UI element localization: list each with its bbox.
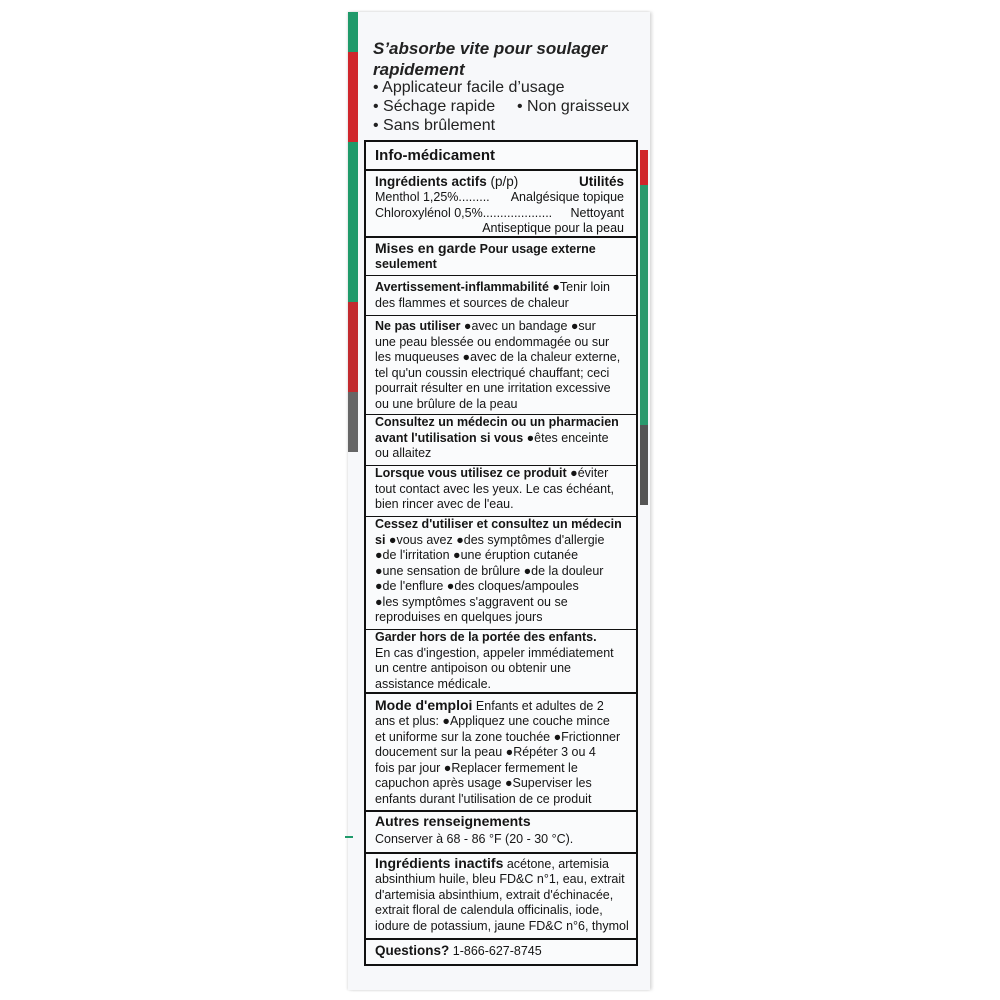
directions-line: Mode d'emploi Enfants et adultes de 2 [375, 697, 604, 713]
questions-phone: 1-866-627-8745 [452, 944, 542, 958]
other-info-section [366, 812, 636, 854]
drug-facts-panel [364, 140, 638, 966]
children-line: En cas d'ingestion, appeler immédiatement [375, 645, 614, 660]
stop-use-section [366, 517, 636, 630]
box-edge-stripe [348, 52, 358, 142]
inactive-line: extrait floral de calendula officinalis, iode, [375, 903, 603, 917]
stop-use-line: ●une sensation de brûlure ●de la douleur [375, 563, 604, 578]
active-ingredients-section [366, 171, 636, 238]
use-cleanser: Nettoyant [570, 206, 624, 220]
box-edge-stripe [348, 12, 358, 52]
do-not-use-line: ou une brûlure de la peau [375, 396, 518, 411]
box-edge-stripe [640, 150, 648, 185]
bullet-drying: • Séchage rapide [373, 98, 496, 115]
consult-line: avant l'utilisation si vous ●êtes enceinte [375, 430, 609, 445]
box-edge-stripe [348, 392, 358, 452]
stop-use-line: ●de l'irritation ●une éruption cutanée [375, 548, 579, 562]
box-edge-stripe [640, 425, 648, 505]
box-edge-stripe [640, 185, 648, 425]
headline [373, 38, 643, 80]
directions-line: doucement sur la peau ●Répéter 3 ou 4 [375, 745, 596, 759]
info-title-section [366, 142, 636, 171]
bullet-nongreasy: • Non graisseux [517, 98, 630, 115]
stop-use-line: Cessez d'utiliser et consultez un médecin [375, 517, 622, 531]
other-info-title: Autres renseignements [375, 813, 531, 829]
flammable-section [366, 276, 636, 316]
do-not-use-line: une peau blessée ou endommagée ou sur [375, 334, 610, 349]
questions-line [375, 943, 542, 960]
inactive-line: iodure de potassium, jaune FD&C n°6, thymol [375, 918, 629, 933]
info-title: Info-médicament [375, 147, 496, 164]
consult-line: Consultez un médecin ou un pharmacien [375, 415, 619, 429]
children-line: assistance médicale. [375, 676, 492, 691]
when-using-line: Lorsque vous utilisez ce produit ●éviter [375, 466, 609, 480]
directions-line: fois par jour ●Replacer fermement le [375, 760, 578, 775]
children-section [366, 630, 636, 694]
directions-line: capuchon après usage ●Superviser les [375, 776, 592, 790]
active-ingredients-unit: (p/p) [490, 174, 519, 189]
when-using-line: tout contact avec les yeux. Le cas échéant, [375, 481, 615, 496]
headline-line-2: rapidement [373, 60, 465, 79]
directions-line: enfants durant l'utilisation de ce produit [375, 791, 592, 806]
inactive-line: d'artemisia absinthium, extrait d'échinacée, [375, 887, 614, 902]
inactive-section [366, 854, 636, 940]
stop-use-line: ●de l'enflure ●des cloques/ampoules [375, 579, 579, 593]
warnings-external: Pour usage externe [479, 242, 596, 256]
warnings-heading-section [366, 238, 636, 276]
do-not-use-line: Ne pas utiliser ●avec un bandage ●sur [375, 319, 596, 333]
use-antiseptic: Antiseptique pour la peau [482, 221, 624, 235]
inactive-line: absinthium huile, bleu FD&C n°1, eau, extrait [375, 872, 625, 886]
flammable-line: Avertissement-inflammabilité ●Tenir loin [375, 280, 610, 294]
box-edge-stripe [348, 142, 358, 302]
warnings-heading [375, 241, 596, 258]
active-ingredients-heading [375, 174, 518, 190]
do-not-use-section [366, 316, 636, 415]
do-not-use-line: tel qu'un coussin electriqué chauffant; ceci [375, 365, 610, 380]
active-ingredients-label: Ingrédients actifs [375, 174, 487, 189]
questions-label: Questions? [375, 943, 450, 958]
stop-use-line: si ●vous avez ●des symptômes d'allergie [375, 532, 605, 547]
bullet-applicator: • Applicateur facile d’usage [373, 79, 565, 96]
stop-use-line: ●les symptômes s'aggravent ou se [375, 594, 568, 609]
do-not-use-line: les muqueuses ●avec de la chaleur externe, [375, 350, 621, 364]
directions-line: et uniforme sur la zone touchée ●Frictionner [375, 729, 621, 744]
ingredient-chloroxylenol: Chloroxylénol 0,5%.................... [375, 206, 553, 220]
use-analgesic: Analgésique topique [510, 190, 624, 204]
when-using-line: bien rincer avec de l'eau. [375, 497, 514, 511]
box-edge-stripe [348, 302, 358, 392]
children-line: Garder hors de la portée des enfants. [375, 630, 597, 644]
do-not-use-line: pourrait résulter en une irritation excessive [375, 381, 611, 395]
inactive-line: Ingrédients inactifs acétone, artemisia [375, 855, 609, 871]
other-info-text: Conserver à 68 - 86 °F (20 - 30 °C). [375, 832, 574, 846]
directions-section [366, 694, 636, 812]
flammable-line: des flammes et sources de chaleur [375, 295, 569, 310]
children-line: un centre antipoison ou obtenir une [375, 661, 571, 675]
headline-line-1: S’absorbe vite pour soulager [373, 39, 608, 58]
when-using-section [366, 466, 636, 517]
warnings-title: Mises en garde [375, 240, 477, 256]
consult-line: ou allaitez [375, 446, 432, 460]
ingredient-menthol: Menthol 1,25%......... [375, 190, 490, 204]
stop-use-line: reproduises en quelques jours [375, 610, 543, 624]
bullet-noburn: • Sans brûlement [373, 117, 496, 134]
warnings-external-line2: seulement [375, 257, 437, 271]
directions-line: ans et plus: ●Appliquez une couche mince [375, 714, 610, 728]
uses-label: Utilités [578, 174, 624, 189]
consult-section [366, 415, 636, 466]
box-edge-tick [345, 836, 353, 838]
